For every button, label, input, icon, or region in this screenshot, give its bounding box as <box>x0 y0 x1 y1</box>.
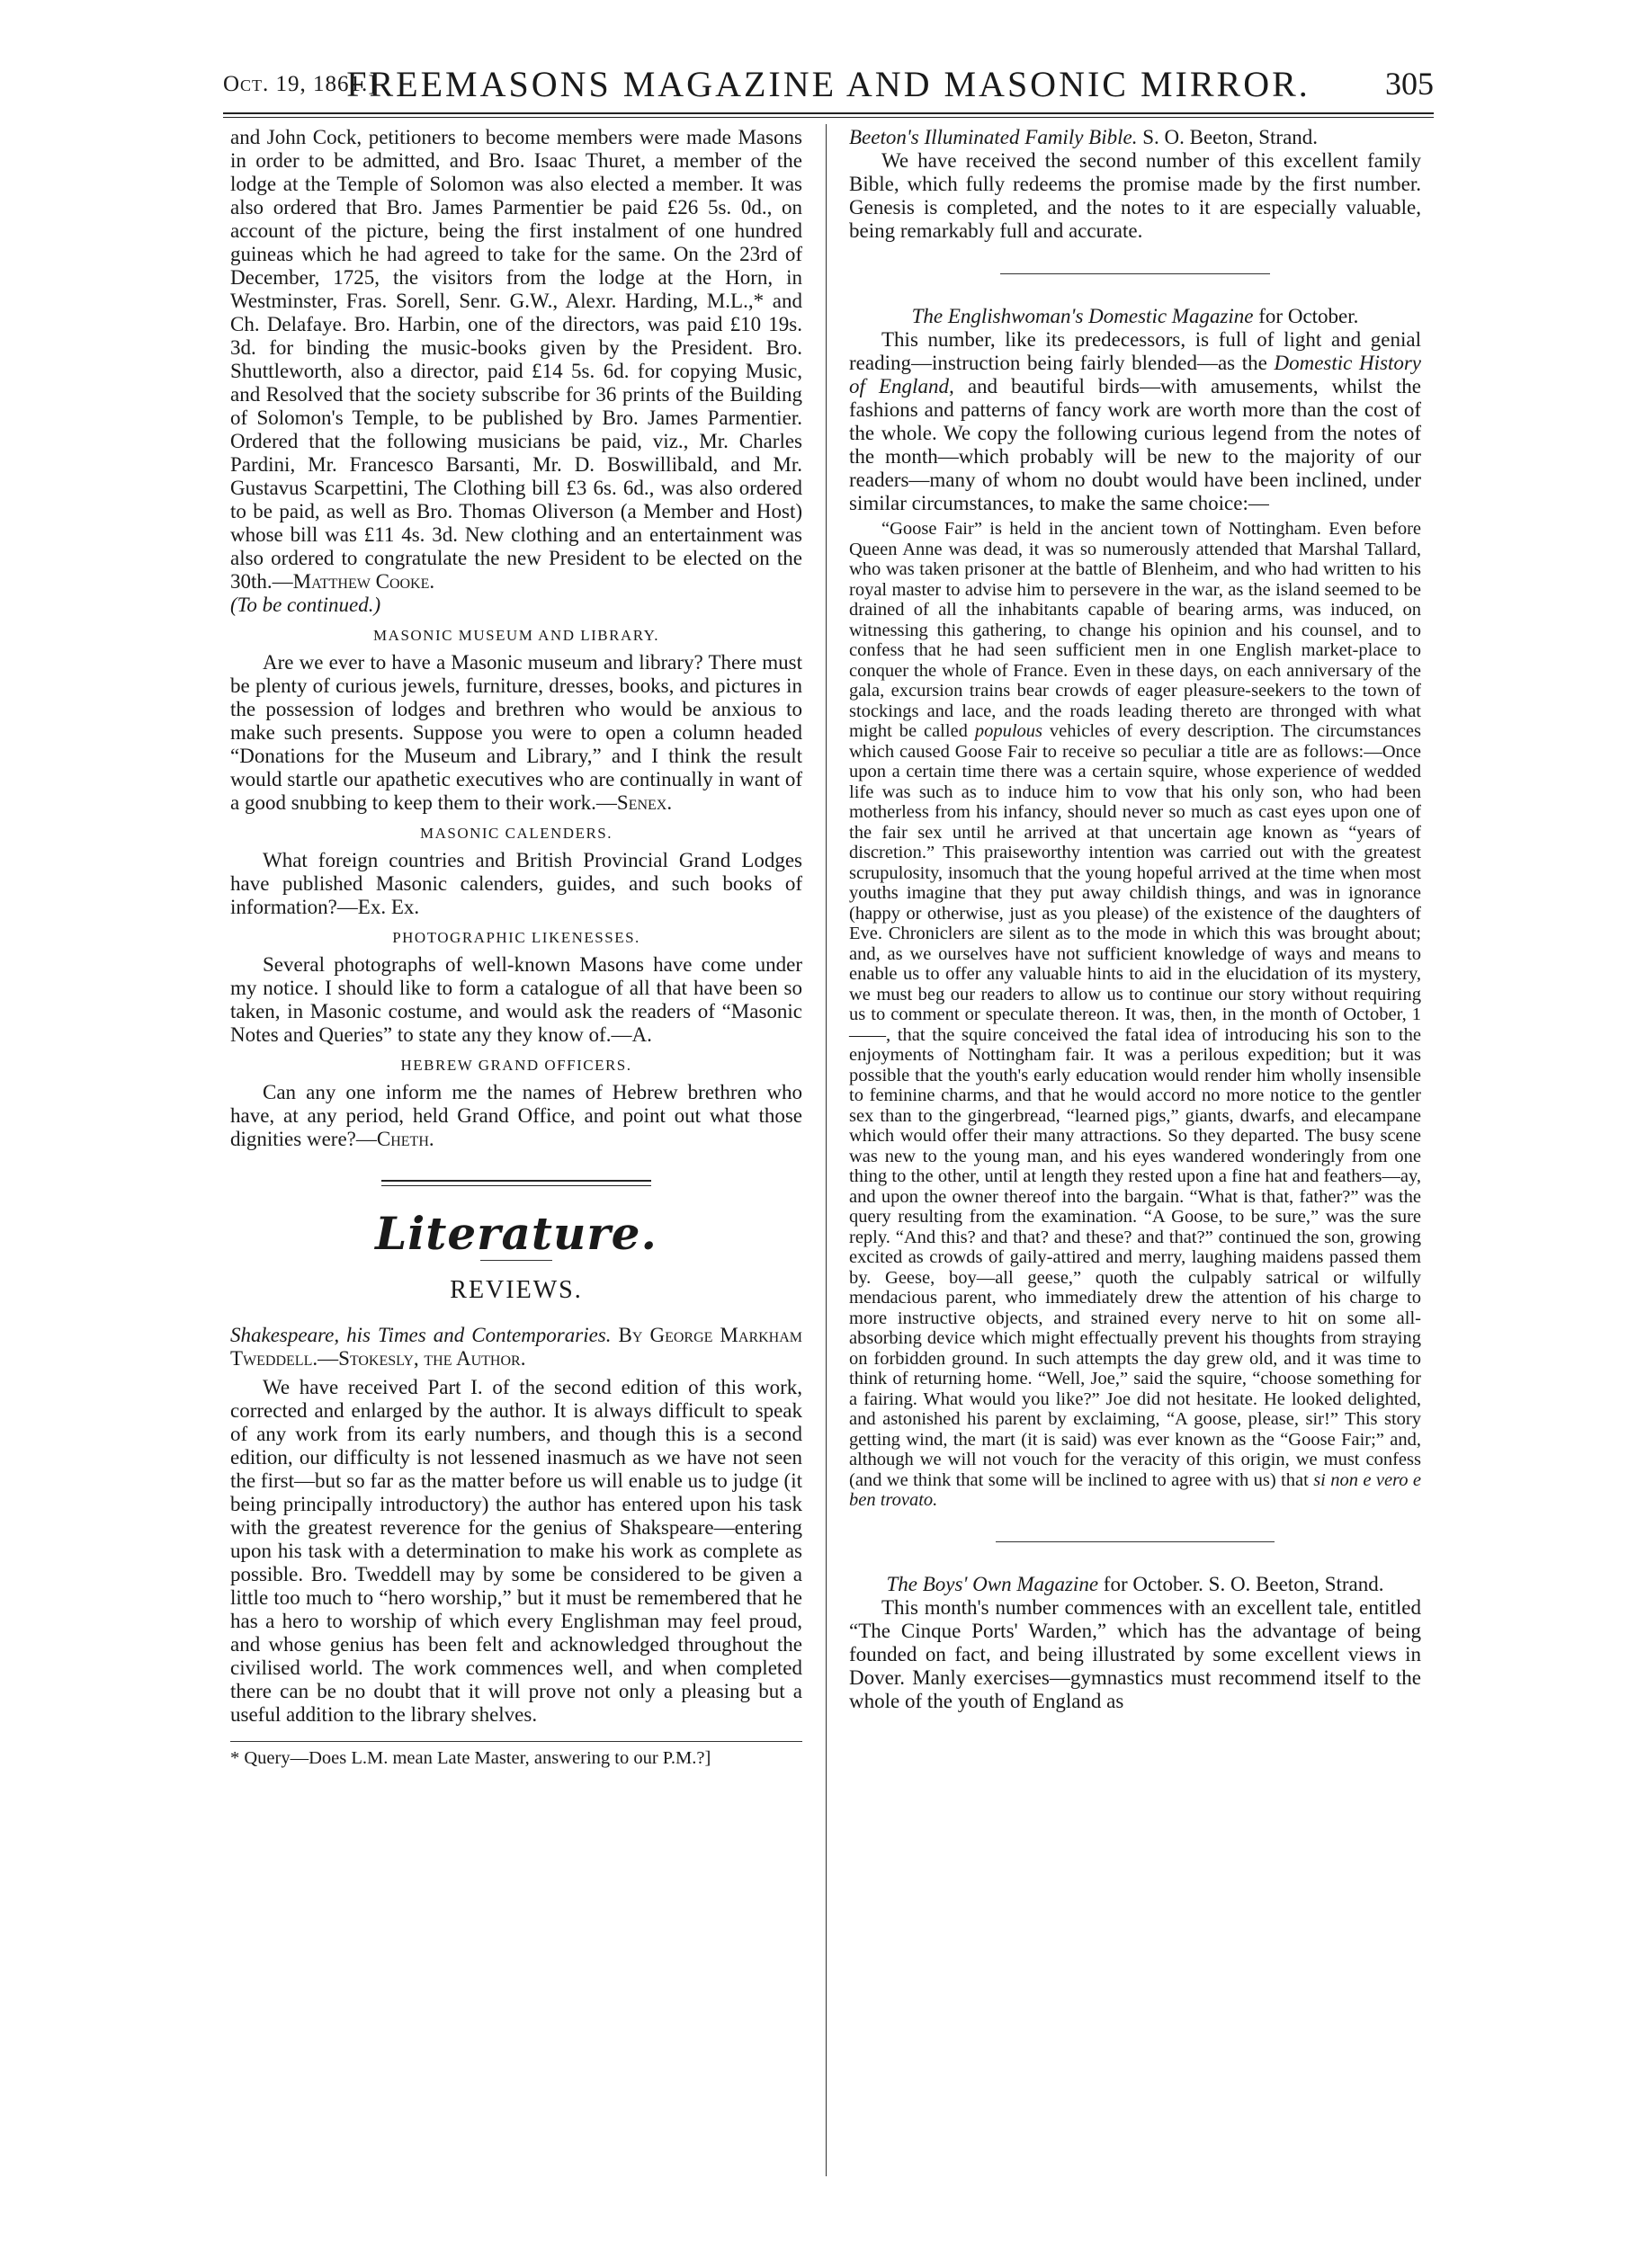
author-signature: Matthew Cooke. <box>292 570 435 593</box>
footnote-rule <box>230 1741 802 1742</box>
englishwoman-title-line <box>849 305 1421 328</box>
englishwoman-issue: for October. <box>1258 305 1359 327</box>
beeton-bible-title: Beeton's Illuminated Family Bible. <box>849 126 1138 148</box>
englishwoman-review <box>849 328 1421 515</box>
shakespeare-review: We have received Part I. of the second edition of this work, corrected and enlarged by the author. It is always difficult to speak of any work from its early numbers, and though this is a second edition, our difficulty is not lessened inasmuch as we have not seen the first—but so far as the matter before us will enable us to judge (it being principally introductory) the author has entered upon his task with the greatest reverence for the genius of Shakspeare—entering upon his task with a determination to make his work as complete as possible. Bro. Tweddell may by some be considered to be given a little too much to “hero worship,” but it must be remembered that he has a hero to worship of which every Englishman may feel proud, and whose genius has been felt and acknowledged throughout the civilised world. The work commences well, and when completed there can be no doubt that it will prove not only a pleasing but a useful addition to the library shelves. <box>230 1376 802 1726</box>
englishwoman-title: The Englishwoman's Domestic Magazine <box>911 305 1254 327</box>
footnote: * Query—Does L.M. mean Late Master, answering to our P.M.?] <box>230 1748 711 1768</box>
issue-date: Oct. 19, 1861.] <box>223 72 377 96</box>
notes-continuation-text: and John Cock, petitioners to become members were made Masons in order to be admitted, and Bro. Isaac Thuret, a member of the lodge at the Temple of Solomon was also elected a member. It was also ordered that Bro. James Parmentier be paid £26 5s. 0d., on account of the picture, being the first instalment of one hundred guineas which he had agreed to take for the same. On the 23rd of December, 1725, the visitors from the lodge at the Horn, in Westminster, Fras. Sorell, Senr. G.W., Alexr. Harding, M.L.,* and Ch. Delafaye. Bro. Harbin, one of the directors, was paid £10 19s. 3d. for binding the music-books given by the President. Bro. Shuttleworth, also a director, paid £14 5s. 6d. for copying Music, and Resolved that the society subscribe for 36 prints of the Building of Solomon's Temple, to be published by Bro. James Parmentier. Ordered that the following musicians be paid, viz., Mr. Charles Pardini, Mr. Francesco Barsanti, Mr. D. Boswillibald, and Mr. Gustavus Scarpettini, The Clothing bill £3 6s. 6d., was also ordered to be paid, as well as Bro. Thomas Oliverson (a Member and Host) whose bill was £11 4s. 3d. New clothing and an entertainment was also ordered to congratulate the new President to be elected on the 30th.— <box>230 126 802 593</box>
photographs-query: Several photographs of well-known Masons have come under my notice. I should like to form a catalogue of all that have been so taken, in Masonic costume, and would ask the readers of “Masonic Notes and Queries” to state any they know of.—A. <box>230 953 802 1046</box>
goose-fair-latin: si non e vero e ben trovato. <box>849 1469 1421 1510</box>
englishwoman-review-italic: Domestic History of England, <box>849 352 1422 397</box>
heading-photographs: PHOTOGRAPHIC LIKENESSES. <box>392 929 640 946</box>
beeton-bible-title-line <box>849 126 1421 149</box>
goose-fair-legend <box>849 519 1421 1511</box>
beeton-bible-review: We have received the second number of this excellent family Bible, which fully redeems the promise made by the first number. Genesis is completed, and the notes to it are especially valuable, being remarkably full and accurate. <box>849 149 1421 242</box>
boys-own-publisher: for October. S. O. Beeton, Strand. <box>1103 1572 1384 1595</box>
shakespeare-title: Shakespeare, his Times and Contemporaries. <box>230 1324 612 1346</box>
heading-museum: MASONIC MUSEUM AND LIBRARY. <box>373 627 659 644</box>
left-column <box>230 126 802 1769</box>
magazine-title: FREEMASONS MAGAZINE AND MASONIC MIRROR. <box>346 64 1310 104</box>
reviews-heading: REVIEWS. <box>450 1276 583 1304</box>
header-rule <box>223 112 1434 114</box>
hebrew-signature: Cheth. <box>376 1128 434 1150</box>
museum-query <box>230 651 802 815</box>
calendars-query: What foreign countries and British Provincial Grand Lodges have published Masonic calenders, guides, and such books of information?—Ex. Ex. <box>230 849 802 918</box>
header-rule-thin <box>223 117 1434 118</box>
literature-rule <box>480 1260 552 1261</box>
museum-signature: Senex. <box>616 791 673 814</box>
column-separator <box>826 124 827 2176</box>
section-divider <box>381 1180 651 1186</box>
hebrew-query-text: Can any one inform me the names of Hebrew brethren who have, at any period, held Grand Office, and point out what those dignities were?— <box>230 1081 802 1150</box>
notes-continuation <box>230 126 802 594</box>
englishwoman-review-text-a: This number, like its predecessors, is full of light and genial reading—instruction being fairly blended—as the <box>849 328 1421 374</box>
heading-hebrew-officers: HEBREW GRAND OFFICERS. <box>400 1057 632 1074</box>
right-column <box>849 126 1421 1713</box>
review-divider-1 <box>1000 273 1270 274</box>
literature-heading: Literature. <box>375 1207 657 1260</box>
hebrew-query <box>230 1081 802 1151</box>
heading-calendars: MASONIC CALENDERS. <box>419 825 613 842</box>
goose-fair-text-a: “Goose Fair” is held in the ancient town of Nottingham. Even before Queen Anne was dead, it was so numerously attended that Marshal Tallard, who was taken prisoner at the battle of Blenheim, and who had written to his royal master to advise him to persevere in the war, as the island seemed to be drained of all the inhabitants capable of bearing arms, was induced, on witnessing this gathering, to change his opinion and his counsel, and to confess that he had seen sufficient men in one English market-place to conquer the whole of France. Even in these days, on each anniversary of the gala, excursion trains bear crowds of eager pleasure-seekers to the town of stockings and lace, and the roads leading thereto are thronged with what might be called <box>849 519 1421 741</box>
museum-query-text: Are we ever to have a Masonic museum and library? There must be plenty of curious jewels, furniture, dresses, books, and pictures in the possession of lodges and brethren who would be anxious to make such presents. Suppose you were to open a column headed “Donations for the Museum and Library,” and I think the result would startle our apathetic executives who are continually in want of a good snubbing to keep them to their work.— <box>230 651 802 814</box>
page-number: 305 <box>1385 66 1434 102</box>
beeton-bible-publisher: S. O. Beeton, Strand. <box>1142 126 1319 148</box>
page-header <box>223 56 1434 106</box>
boys-own-title-line <box>849 1573 1421 1596</box>
goose-fair-text-b: vehicles of every description. The circumstances which caused Goose Fair to receive so peculiar a title are as follows:—Once upon a certain time there was a certain squire, whose experience of wedded life was such as to induce him to vow that his only son, who had been motherless from his infancy, should never so much as cast eyes upon one of the fair sex until he arrived at that uncertain age known as “years of discretion.” This praiseworthy intention was carried out with the greatest scrupulosity, insomuch that the young hopeful arrived at the time when most youths imagine that they put away childish things, and was in ignorance (happy or otherwise, just as you please) of the existence of the daughters of Eve. Chroniclers are silent as to the mode in which this was brought about; and, as we ourselves have not sufficient knowledge of ways and means to enable us to offer any valuable hints to aid in the elucidation of its mystery, we must beg our readers to allow us to continue our story without requiring us to comment or speculate thereon. It was, then, in the month of October, 1——, that the squire conceived the fatal idea of introducing his son to the enjoyments of Nottingham fair. It was a perilous expedition; but it was possible that the youth's early education would render him wholly insensible to feminine charms, and that he would accord no more notice to the gentler sex than to the gingerbread, “learned pigs,” giants, dwarfs, and elecampane which would offer their many attractions. So they departed. The busy scene was new to the young man, and his eyes wandered wonderingly from one thing to the other, until at length they rested upon a fine hat and feathers—ay, and upon the owner thereof into the bargain. “What is that, father?” was the query resulting from the examination. “A Goose, to be sure,” was the sure reply. “And this? and that? and these? and that?” continued the son, growing excited as crowds of gaily-attired and merry, laughing maidens passed them by. Geese, boy—all geese,” quoth the culpably satrical or wilfully mendacious parent, who immediately drew the attention of his charge to more instructive objects, and strained every nerve to hit on some all-absorbing device which might effectually prevent his thoughts from straying on forbidden ground. In such attempts the day grew old, and it was time to think of returning home. “Well, Joe,” said the squire, “choose something for a fairing. What would you like?” Joe did not hesitate. He looked delighted, and astonished his parent by exclaiming, “A goose, please, sir!” This story getting wind, the mart (it is said) was ever known as the “Goose Fair;” and, although we will not vouch for the veracity of this origin, we must confess (and we think that some will be inclined to agree with us) that <box>849 721 1422 1490</box>
shakespeare-author: By George Markham Tweddell.—Stokesly, the Author. <box>230 1324 803 1370</box>
boys-own-review: This month's number commences with an excellent tale, entitled “The Cinque Ports' Warden,” which has the advantage of being founded on fact, and being illustrated by some excellent views in Dover. Manly exercises—gymnastics must recommend itself to the whole of the youth of England as <box>849 1595 1421 1712</box>
goose-fair-italic: populous <box>974 721 1043 741</box>
shakespeare-title-line <box>230 1324 802 1371</box>
review-divider-2 <box>996 1541 1275 1542</box>
boys-own-title: The Boys' Own Magazine <box>886 1572 1099 1595</box>
englishwoman-review-text-b: and beautiful birds—with amusements, whilst the fashions and patterns of fancy work are worth more than the cost of the whole. We copy the following curious legend from the notes of the month—which probably will be new to the majority of our readers—many of whom no doubt would have been inclined, under similar circumstances, to make the same choice:— <box>849 375 1422 514</box>
to-be-continued: (To be continued.) <box>230 594 381 616</box>
